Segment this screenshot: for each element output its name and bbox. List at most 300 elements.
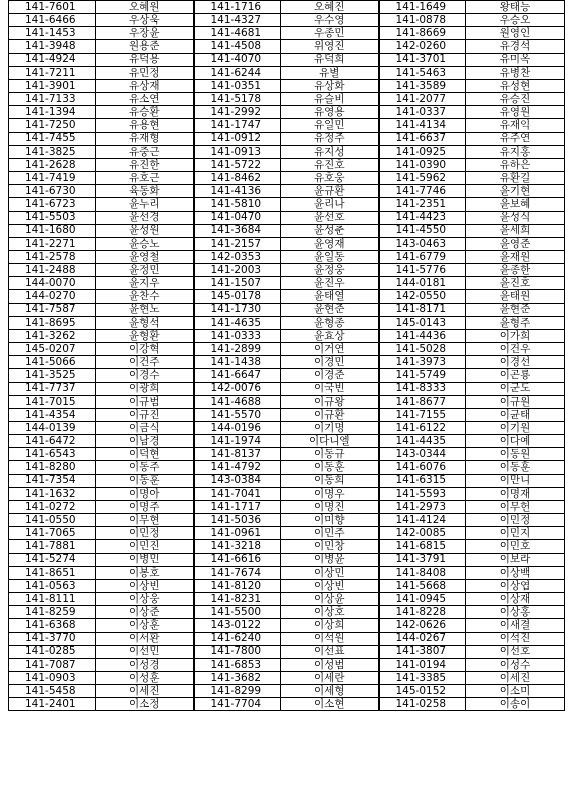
id-cell: 143-0344 — [379, 448, 466, 461]
id-cell: 141-6466 — [9, 14, 96, 27]
id-cell: 141-0194 — [379, 658, 466, 671]
id-cell: 141-6647 — [194, 369, 281, 382]
id-cell: 141-1453 — [9, 27, 96, 40]
id-cell: 141-2271 — [9, 237, 96, 250]
name-cell: 이명우 — [281, 487, 379, 500]
id-cell: 141-6616 — [194, 553, 281, 566]
id-cell: 144-0270 — [9, 290, 96, 303]
table-row — [9, 474, 565, 487]
name-cell: 이상빈 — [96, 579, 194, 592]
name-cell: 유지성 — [281, 145, 379, 158]
name-cell: 이규환 — [281, 408, 379, 421]
table-row — [9, 356, 565, 369]
table-row — [9, 382, 565, 395]
id-cell: 141-0550 — [9, 514, 96, 527]
id-cell: 141-0912 — [194, 132, 281, 145]
table-row — [9, 27, 565, 40]
id-cell: 141-2578 — [9, 250, 96, 263]
id-cell: 144-0070 — [9, 277, 96, 290]
id-cell: 141-4635 — [194, 316, 281, 329]
name-cell: 원영인 — [466, 27, 565, 40]
id-cell: 141-3525 — [9, 369, 96, 382]
name-cell: 유승진 — [466, 93, 565, 106]
name-cell: 윤재원 — [466, 250, 565, 263]
name-cell: 이병윤 — [281, 553, 379, 566]
name-cell: 이석진 — [466, 632, 565, 645]
table-row — [9, 14, 565, 27]
name-cell: 유지홍 — [466, 145, 565, 158]
table-row — [9, 79, 565, 92]
name-cell: 이상엽 — [466, 579, 565, 592]
name-cell: 유재형 — [96, 132, 194, 145]
table-row — [9, 540, 565, 553]
id-cell: 141-4124 — [379, 514, 466, 527]
id-cell: 141-4327 — [194, 14, 281, 27]
id-cell: 141-1394 — [9, 106, 96, 119]
name-cell: 이세진 — [466, 671, 565, 684]
name-cell: 이건우 — [466, 343, 565, 356]
id-cell: 141-7155 — [379, 408, 466, 421]
id-cell: 141-1649 — [379, 1, 466, 14]
name-cell: 윤보혜 — [466, 198, 565, 211]
name-cell: 이민지 — [466, 527, 565, 540]
name-cell: 이동주 — [96, 461, 194, 474]
id-cell: 141-1680 — [9, 224, 96, 237]
name-cell: 윤영준 — [466, 237, 565, 250]
name-cell: 유병찬 — [466, 66, 565, 79]
name-cell: 윤현준 — [466, 303, 565, 316]
name-cell: 윤진호 — [466, 277, 565, 290]
id-cell: 141-8462 — [194, 172, 281, 185]
name-cell: 유영용 — [281, 106, 379, 119]
name-cell: 유재익 — [466, 119, 565, 132]
name-cell: 유슬비 — [281, 93, 379, 106]
id-cell: 141-0390 — [379, 158, 466, 171]
name-cell: 우승오 — [466, 14, 565, 27]
name-cell: 윤일동 — [281, 250, 379, 263]
id-cell: 142-0085 — [379, 527, 466, 540]
id-cell: 141-2003 — [194, 264, 281, 277]
id-cell: 144-0196 — [194, 422, 281, 435]
table-row — [9, 527, 565, 540]
id-cell: 141-6240 — [194, 632, 281, 645]
id-cell: 141-3948 — [9, 40, 96, 53]
id-cell: 141-4508 — [194, 40, 281, 53]
name-cell: 윤종한 — [466, 264, 565, 277]
id-cell: 141-4924 — [9, 53, 96, 66]
id-cell: 141-4136 — [194, 185, 281, 198]
id-cell: 141-8333 — [379, 382, 466, 395]
name-cell: 이성수 — [466, 658, 565, 671]
table-row — [9, 93, 565, 106]
table-row — [9, 685, 565, 698]
name-cell: 유진한 — [96, 158, 194, 171]
name-cell: 이동원 — [466, 448, 565, 461]
id-cell: 141-7065 — [9, 527, 96, 540]
id-cell: 141-3218 — [194, 540, 281, 553]
table-row — [9, 66, 565, 79]
name-cell: 윤영재 — [281, 237, 379, 250]
name-cell: 유덕용 — [96, 53, 194, 66]
table-row — [9, 185, 565, 198]
name-cell: 이경준 — [281, 369, 379, 382]
table-row — [9, 553, 565, 566]
id-cell: 142-0076 — [194, 382, 281, 395]
id-cell: 141-7041 — [194, 487, 281, 500]
id-cell: 141-4423 — [379, 211, 466, 224]
id-cell: 141-5749 — [379, 369, 466, 382]
id-cell: 141-0945 — [379, 593, 466, 606]
id-cell: 141-0925 — [379, 145, 466, 158]
table-row — [9, 53, 565, 66]
id-cell: 142-0550 — [379, 290, 466, 303]
id-cell: 141-8228 — [379, 606, 466, 619]
name-cell: 윤효상 — [281, 329, 379, 342]
name-cell: 이민정 — [96, 527, 194, 540]
id-cell: 141-1747 — [194, 119, 281, 132]
id-cell: 144-0139 — [9, 422, 96, 435]
id-cell: 141-7800 — [194, 645, 281, 658]
id-cell: 141-3262 — [9, 329, 96, 342]
id-cell: 141-8677 — [379, 395, 466, 408]
id-cell: 141-3901 — [9, 79, 96, 92]
id-cell: 145-0178 — [194, 290, 281, 303]
table-row — [9, 224, 565, 237]
table-row — [9, 593, 565, 606]
table-row — [9, 500, 565, 513]
id-cell: 141-7211 — [9, 66, 96, 79]
name-cell: 이명아 — [96, 487, 194, 500]
table-row — [9, 250, 565, 263]
name-cell: 유정주 — [281, 132, 379, 145]
name-cell: 이금식 — [96, 422, 194, 435]
id-cell: 141-2401 — [9, 698, 96, 711]
name-cell: 유영원 — [466, 106, 565, 119]
id-cell: 141-7601 — [9, 1, 96, 14]
id-cell: 141-4354 — [9, 408, 96, 421]
id-cell: 143-0122 — [194, 619, 281, 632]
id-cell: 141-2899 — [194, 343, 281, 356]
id-cell: 141-6543 — [9, 448, 96, 461]
name-cell: 육동화 — [96, 185, 194, 198]
table-row — [9, 395, 565, 408]
id-cell: 141-7737 — [9, 382, 96, 395]
id-cell: 145-0152 — [379, 685, 466, 698]
name-cell: 이만니 — [466, 474, 565, 487]
name-cell: 이성훈 — [96, 671, 194, 684]
name-cell: 이동희 — [281, 474, 379, 487]
name-cell: 윤규환 — [281, 185, 379, 198]
name-cell: 유중근 — [96, 145, 194, 158]
id-cell: 141-6779 — [379, 250, 466, 263]
id-cell: 141-8695 — [9, 316, 96, 329]
id-cell: 141-2992 — [194, 106, 281, 119]
table-row — [9, 632, 565, 645]
name-cell: 유상화 — [281, 79, 379, 92]
table-row — [9, 579, 565, 592]
name-cell: 유진호 — [281, 158, 379, 171]
table-row — [9, 461, 565, 474]
table-row — [9, 158, 565, 171]
name-cell: 이상홍 — [466, 606, 565, 619]
name-cell: 이기원 — [466, 422, 565, 435]
table-row — [9, 408, 565, 421]
name-cell: 이민호 — [466, 540, 565, 553]
id-cell: 141-1632 — [9, 487, 96, 500]
name-cell: 이경민 — [281, 356, 379, 369]
name-cell: 이민주 — [281, 527, 379, 540]
id-cell: 141-7133 — [9, 93, 96, 106]
id-cell: 141-7087 — [9, 658, 96, 671]
id-cell: 141-3385 — [379, 671, 466, 684]
name-cell: 윤현노 — [96, 303, 194, 316]
name-cell: 이민진 — [96, 540, 194, 553]
id-cell: 141-2157 — [194, 237, 281, 250]
name-cell: 이선민 — [96, 645, 194, 658]
id-cell: 141-7746 — [379, 185, 466, 198]
name-cell: 이동훈 — [281, 461, 379, 474]
name-cell: 우장윤 — [96, 27, 194, 40]
id-cell: 141-1974 — [194, 435, 281, 448]
table-row — [9, 211, 565, 224]
name-cell: 유덕희 — [281, 53, 379, 66]
id-cell: 141-3770 — [9, 632, 96, 645]
name-cell: 왕태능 — [466, 1, 565, 14]
name-cell: 이보라 — [466, 553, 565, 566]
table-row — [9, 514, 565, 527]
id-cell: 141-0913 — [194, 145, 281, 158]
roster-body — [9, 1, 565, 711]
table-row — [9, 369, 565, 382]
name-cell: 윤성식 — [466, 211, 565, 224]
id-cell: 141-5463 — [379, 66, 466, 79]
name-cell: 이선호 — [466, 645, 565, 658]
id-cell: 141-4070 — [194, 53, 281, 66]
name-cell: 윤지우 — [96, 277, 194, 290]
id-cell: 141-5668 — [379, 579, 466, 592]
id-cell: 141-5570 — [194, 408, 281, 421]
id-cell: 141-0272 — [9, 500, 96, 513]
name-cell: 윤세희 — [466, 224, 565, 237]
id-cell: 141-2973 — [379, 500, 466, 513]
id-cell: 141-2351 — [379, 198, 466, 211]
name-cell: 이규원 — [466, 395, 565, 408]
id-cell: 141-6244 — [194, 66, 281, 79]
table-row — [9, 132, 565, 145]
id-cell: 141-5593 — [379, 487, 466, 500]
name-cell: 유성현 — [466, 79, 565, 92]
table-row — [9, 145, 565, 158]
id-cell: 141-8120 — [194, 579, 281, 592]
id-cell: 141-7015 — [9, 395, 96, 408]
id-cell: 141-3825 — [9, 145, 96, 158]
name-cell: 윤누리 — [96, 198, 194, 211]
name-cell: 이소미 — [466, 685, 565, 698]
name-cell: 윤기현 — [466, 185, 565, 198]
name-cell: 이상윤 — [281, 593, 379, 606]
table-row — [9, 645, 565, 658]
name-cell: 이곤룡 — [466, 369, 565, 382]
table-row — [9, 658, 565, 671]
id-cell: 145-0207 — [9, 343, 96, 356]
name-cell: 이동규 — [281, 448, 379, 461]
id-cell: 141-7455 — [9, 132, 96, 145]
id-cell: 141-0351 — [194, 79, 281, 92]
id-cell: 141-0470 — [194, 211, 281, 224]
id-cell: 142-0260 — [379, 40, 466, 53]
table-row — [9, 303, 565, 316]
id-cell: 141-7881 — [9, 540, 96, 553]
name-cell: 위영진 — [281, 40, 379, 53]
id-cell: 141-4134 — [379, 119, 466, 132]
id-cell: 141-7354 — [9, 474, 96, 487]
name-cell: 윤태열 — [281, 290, 379, 303]
id-cell: 141-2628 — [9, 158, 96, 171]
id-cell: 142-0626 — [379, 619, 466, 632]
name-cell: 이규범 — [96, 395, 194, 408]
table-row — [9, 290, 565, 303]
id-cell: 141-6368 — [9, 619, 96, 632]
id-cell: 141-3973 — [379, 356, 466, 369]
id-cell: 141-7704 — [194, 698, 281, 711]
id-cell: 141-4436 — [379, 329, 466, 342]
table-row — [9, 619, 565, 632]
name-cell: 윤찬수 — [96, 290, 194, 303]
id-cell: 141-6315 — [379, 474, 466, 487]
name-cell: 이남경 — [96, 435, 194, 448]
name-cell: 이동훈 — [466, 461, 565, 474]
id-cell: 141-8669 — [379, 27, 466, 40]
name-cell: 유호웅 — [281, 172, 379, 185]
id-cell: 141-0258 — [379, 698, 466, 711]
name-cell: 이기명 — [281, 422, 379, 435]
name-cell: 윤형종 — [281, 316, 379, 329]
name-cell: 이서환 — [96, 632, 194, 645]
id-cell: 141-5066 — [9, 356, 96, 369]
name-cell: 이다니엘 — [281, 435, 379, 448]
name-cell: 이동훈 — [96, 474, 194, 487]
name-cell: 이규진 — [96, 408, 194, 421]
id-cell: 141-5028 — [379, 343, 466, 356]
name-cell: 윤태원 — [466, 290, 565, 303]
id-cell: 141-8111 — [9, 593, 96, 606]
id-cell: 141-5458 — [9, 685, 96, 698]
id-cell: 141-0337 — [379, 106, 466, 119]
name-cell: 유승환 — [96, 106, 194, 119]
id-cell: 141-8259 — [9, 606, 96, 619]
name-cell: 이선표 — [281, 645, 379, 658]
name-cell: 유하은 — [466, 158, 565, 171]
name-cell: 이미향 — [281, 514, 379, 527]
name-cell: 윤진우 — [281, 277, 379, 290]
id-cell: 144-0267 — [379, 632, 466, 645]
name-cell: 이경수 — [96, 369, 194, 382]
name-cell: 윤현준 — [281, 303, 379, 316]
table-row — [9, 237, 565, 250]
id-cell: 144-0181 — [379, 277, 466, 290]
table-row — [9, 329, 565, 342]
id-cell: 141-6472 — [9, 435, 96, 448]
name-cell: 이건주 — [96, 356, 194, 369]
name-cell: 유별 — [281, 66, 379, 79]
id-cell: 141-5274 — [9, 553, 96, 566]
name-cell: 유호근 — [96, 172, 194, 185]
table-row — [9, 277, 565, 290]
id-cell: 141-4688 — [194, 395, 281, 408]
name-cell: 이국빈 — [281, 382, 379, 395]
name-cell: 우상욱 — [96, 14, 194, 27]
name-cell: 유주연 — [466, 132, 565, 145]
table-row — [9, 343, 565, 356]
name-cell: 이무헌 — [466, 500, 565, 513]
name-cell: 오혜진 — [281, 1, 379, 14]
name-cell: 이봉호 — [96, 566, 194, 579]
id-cell: 141-8408 — [379, 566, 466, 579]
name-cell: 유민정 — [96, 66, 194, 79]
table-row — [9, 435, 565, 448]
name-cell: 이다예 — [466, 435, 565, 448]
id-cell: 141-4435 — [379, 435, 466, 448]
id-cell: 141-6730 — [9, 185, 96, 198]
name-cell: 윤형주 — [466, 316, 565, 329]
id-cell: 141-6122 — [379, 422, 466, 435]
name-cell: 이덕현 — [96, 448, 194, 461]
id-cell: 141-8651 — [9, 566, 96, 579]
name-cell: 이상백 — [466, 566, 565, 579]
name-cell: 우수영 — [281, 14, 379, 27]
name-cell: 윤정웅 — [281, 264, 379, 277]
table-row — [9, 119, 565, 132]
name-cell: 이병민 — [96, 553, 194, 566]
name-cell: 이세형 — [281, 685, 379, 698]
id-cell: 141-0333 — [194, 329, 281, 342]
id-cell: 141-6637 — [379, 132, 466, 145]
id-cell: 141-8299 — [194, 685, 281, 698]
id-cell: 141-6076 — [379, 461, 466, 474]
name-cell: 이가희 — [466, 329, 565, 342]
name-cell: 이성범 — [281, 658, 379, 671]
id-cell: 143-0384 — [194, 474, 281, 487]
name-cell: 이세진 — [96, 685, 194, 698]
id-cell: 141-6723 — [9, 198, 96, 211]
id-cell: 141-2077 — [379, 93, 466, 106]
name-cell: 이강혁 — [96, 343, 194, 356]
name-cell: 유경석 — [466, 40, 565, 53]
name-cell: 이소정 — [96, 698, 194, 711]
id-cell: 141-0563 — [9, 579, 96, 592]
id-cell: 141-3701 — [379, 53, 466, 66]
id-cell: 141-8280 — [9, 461, 96, 474]
name-cell: 윤정민 — [96, 264, 194, 277]
name-cell: 유용현 — [96, 119, 194, 132]
student-roster-table — [8, 0, 565, 711]
name-cell: 이상웅 — [96, 593, 194, 606]
name-cell: 오혜원 — [96, 1, 194, 14]
id-cell: 141-5810 — [194, 198, 281, 211]
name-cell: 이송이 — [466, 698, 565, 711]
table-row — [9, 198, 565, 211]
id-cell: 141-8231 — [194, 593, 281, 606]
id-cell: 141-7587 — [9, 303, 96, 316]
table-row — [9, 264, 565, 277]
name-cell: 이상빈 — [281, 579, 379, 592]
name-cell: 유소연 — [96, 93, 194, 106]
name-cell: 이규왕 — [281, 395, 379, 408]
name-cell: 이광희 — [96, 382, 194, 395]
table-row — [9, 316, 565, 329]
id-cell: 141-7250 — [9, 119, 96, 132]
name-cell: 이세란 — [281, 671, 379, 684]
